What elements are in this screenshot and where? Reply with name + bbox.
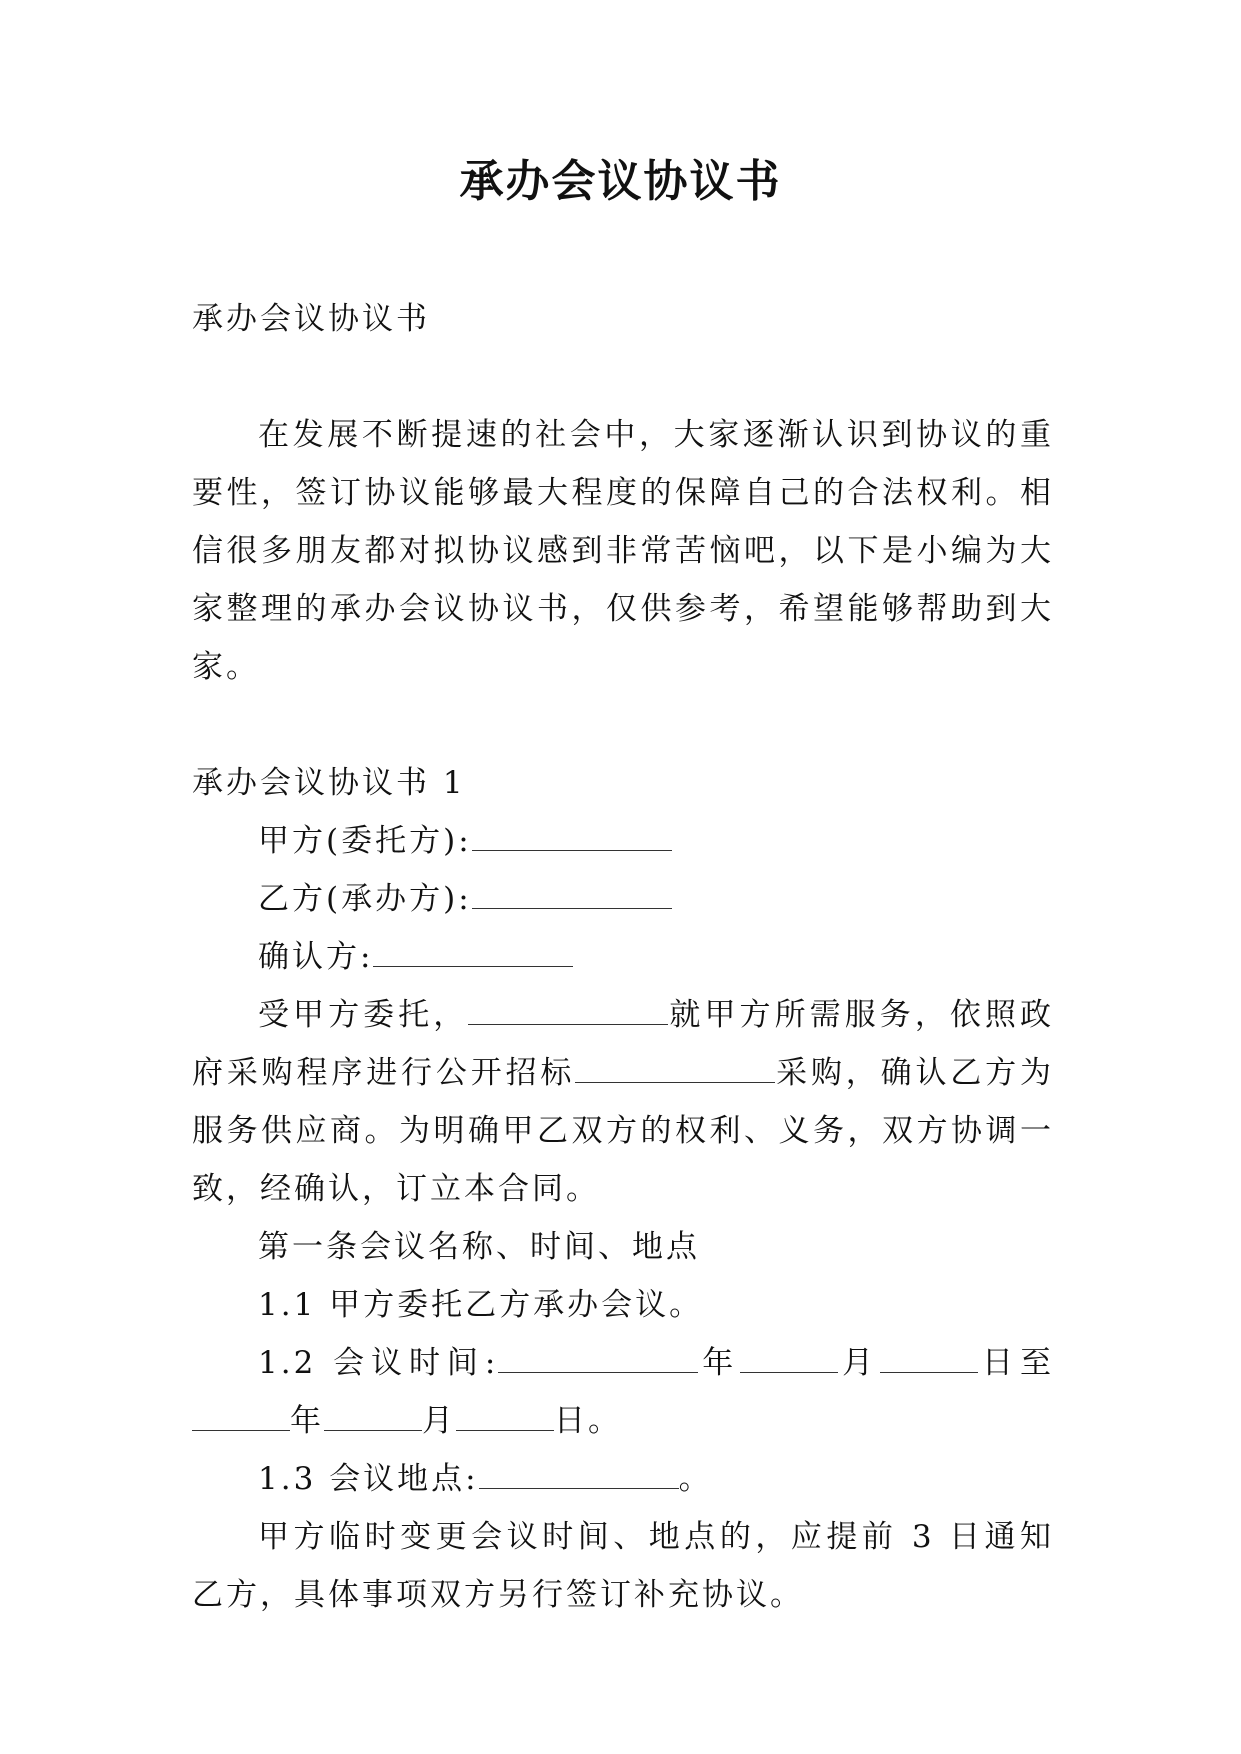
item-1-2 (192, 1334, 1054, 1450)
start-day-blank[interactable] (880, 1342, 978, 1373)
start-year-blank[interactable] (498, 1342, 698, 1373)
month-label: 月 (838, 1345, 881, 1381)
item-1-1: 1.1 甲方委托乙方承办会议。 (258, 1287, 704, 1323)
entrust-blank-2[interactable] (575, 1052, 775, 1083)
entrust-paragraph (192, 986, 1054, 1218)
section-heading: 承办会议协议书 1 (192, 765, 466, 801)
party-b-line (192, 870, 1054, 928)
document-subtitle: 承办会议协议书 (192, 301, 430, 337)
party-a-line (192, 812, 1054, 870)
meeting-place-blank[interactable] (479, 1458, 679, 1489)
party-b-label: 乙方(承办方): (258, 881, 472, 917)
end-month-blank[interactable] (324, 1400, 422, 1431)
party-a-label: 甲方(委托方): (258, 823, 472, 859)
party-a-blank[interactable] (472, 820, 672, 851)
end-day-blank[interactable] (456, 1400, 554, 1431)
entrust-text-3: 采购，确认乙方为服务供应商。为明确甲乙双方的权利、义务，双方协调一致，经确认，订立本合同。 (192, 1055, 1055, 1207)
year-label: 年 (698, 1345, 741, 1381)
entrust-blank-1[interactable] (468, 994, 668, 1025)
meeting-place-label: 1.3 会议地点: (258, 1461, 479, 1497)
confirm-label: 确认方: (258, 939, 374, 975)
meeting-time-label: 1.2 会议时间: (258, 1345, 499, 1381)
item-1-3 (192, 1450, 1054, 1508)
end-month-label: 月 (422, 1403, 456, 1439)
confirm-line (192, 928, 1054, 986)
document-title: 承办会议协议书 (459, 156, 782, 207)
end-year-blank[interactable] (192, 1400, 290, 1431)
day-end-label: 日。 (554, 1403, 622, 1439)
day-to-label: 日至 (978, 1345, 1054, 1381)
confirm-blank[interactable] (373, 936, 573, 967)
article-1-heading: 第一条会议名称、时间、地点 (258, 1229, 700, 1265)
start-month-blank[interactable] (740, 1342, 838, 1373)
entrust-text-2: 就甲方所需服务，依照政府采购程序进行公开招标 (192, 997, 1055, 1091)
intro-paragraph: 在发展不断提速的社会中，大家逐渐认识到协议的重要性，签订协议能够最大程度的保障自己的合法权利。相信很多朋友都对拟协议感到非常苦恼吧，以下是小编为大家整理的承办会议协议书，仅供参考，希望能够帮助到大家。 (192, 417, 1054, 685)
document-body (192, 290, 1054, 1624)
entrust-text-1: 受甲方委托， (258, 997, 469, 1033)
end-year-label: 年 (290, 1403, 324, 1439)
change-notice-paragraph: 甲方临时变更会议时间、地点的，应提前 3 日通知乙方，具体事项双方另行签订补充协议。 (192, 1519, 1054, 1613)
party-b-blank[interactable] (472, 878, 672, 909)
meeting-place-end: 。 (678, 1461, 713, 1497)
